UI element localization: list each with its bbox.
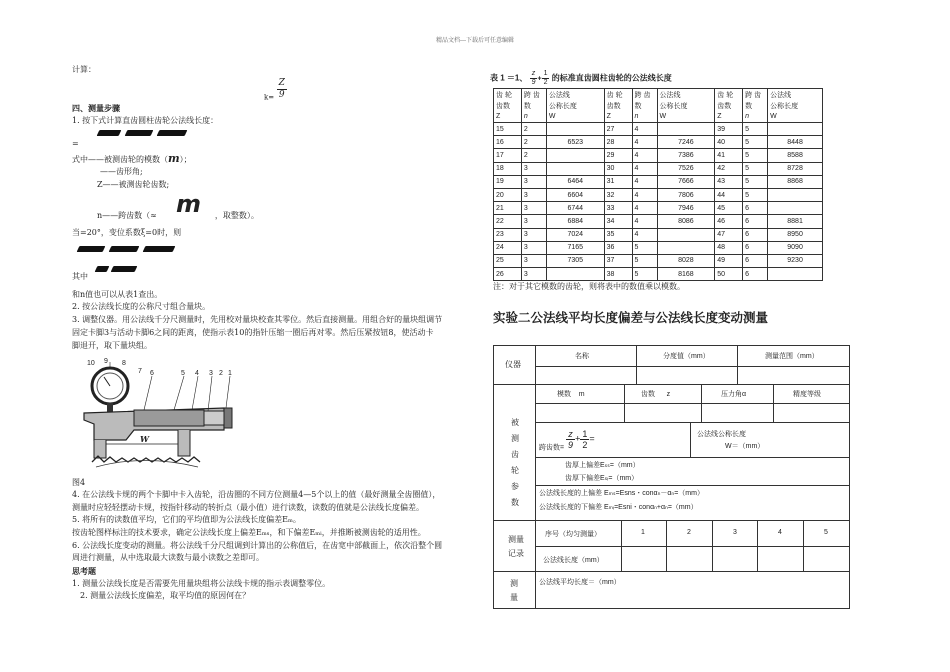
step-2: 2. 按公法线长度的公称尺寸组合量块。	[72, 302, 211, 311]
table-cell: 45	[715, 202, 743, 215]
table-cell: 46	[715, 215, 743, 228]
fig-label-1: 1	[228, 370, 232, 377]
table-cell: 47	[715, 228, 743, 241]
question-2: 2. 测量公法线长度偏差，取平均值的原因何在？	[80, 591, 251, 600]
span-den: 9	[568, 440, 574, 450]
fig-label-w: W	[140, 434, 149, 444]
table1-title-pre: 表 1 ＝1、	[490, 73, 528, 83]
table-cell: 8028	[657, 254, 715, 267]
table-cell: 6	[743, 202, 768, 215]
table-cell	[546, 268, 604, 281]
table-cell: 9090	[768, 241, 823, 254]
table-cell: 6	[743, 228, 768, 241]
teeth-text: 齿数	[641, 391, 655, 398]
exp2-title: 实验二公法线平均长度偏差与公法线长度变动测量	[493, 311, 769, 325]
table-row	[494, 175, 823, 188]
table1-title-post: 的标准直齿圆柱齿轮的公法线长度	[551, 73, 672, 83]
th2-w2: 公称长度	[657, 100, 715, 111]
w-length-label: 公法线长度（mm）	[543, 557, 604, 564]
table-cell: 44	[715, 188, 743, 201]
page-header: 精品文档---下载后可任意编辑	[435, 37, 515, 44]
where-module	[72, 153, 192, 166]
record-label: 测量记录	[508, 535, 524, 558]
table-cell: 8950	[768, 228, 823, 241]
pressure-angle-label: 压力角α	[721, 391, 747, 398]
table-cell: 3	[521, 254, 546, 267]
table-cell: 23	[494, 228, 522, 241]
th2-n1: 数	[521, 100, 546, 111]
table-cell: 35	[604, 228, 632, 241]
step-6b: 周进行测量，从中选取最大读数与最小读数之差即可。	[72, 553, 264, 562]
table-cell: 32	[604, 188, 632, 201]
table-cell: 8881	[768, 215, 823, 228]
table-row	[494, 228, 823, 241]
z-def: Z——被测齿轮齿数;	[97, 180, 170, 189]
table-cell: 4	[632, 228, 657, 241]
table-cell: 3	[521, 162, 546, 175]
table-cell: 4	[632, 175, 657, 188]
step-4b: 测量时应轻轻摆动卡规，按指针移动的转折点（最小值）进行读数，读数的值就是公法线长度偏差。	[72, 503, 424, 512]
table-cell: 21	[494, 202, 522, 215]
th2-w1: 公称长度	[546, 100, 604, 111]
fig-label-9: 9	[104, 358, 108, 365]
seq-2: 2	[687, 529, 691, 536]
table-cell: 38	[604, 268, 632, 281]
th-w2: 公法线	[657, 89, 715, 101]
th-z1: 齿 轮	[494, 89, 522, 101]
table-cell: 7024	[546, 228, 604, 241]
fig-label-5: 5	[181, 370, 185, 377]
table-cell: 7165	[546, 241, 604, 254]
span-den2: 2	[582, 440, 588, 450]
th-w1: 公法线	[546, 89, 604, 101]
table-cell	[657, 123, 715, 136]
table-cell: 7386	[657, 149, 715, 162]
table-cell: 17	[494, 149, 522, 162]
step-3b: 固定卡脚3与活动卡脚6之间的距离，使指示表10的指针压缩一圈后再对零。然后压紧按钮8，使活动卡	[72, 328, 434, 337]
avg-length-label: 公法线平均长度＝（mm）	[539, 579, 621, 586]
gear-table-body	[494, 123, 823, 281]
precision-label: 精度等级	[793, 391, 821, 398]
th3-w3: W	[768, 111, 823, 123]
table-cell: 4	[632, 202, 657, 215]
table-row	[494, 268, 823, 281]
thickness-lower-dev: 齿厚下偏差Eₛᵢ=（mm）	[565, 475, 639, 482]
span-num2: 1	[582, 429, 588, 439]
step-3a: 3. 调整仪器。用公法线千分尺测量时，先用校对量块校查其零位。然后直接测量。用组合好的量块组调节	[72, 315, 443, 324]
gear-table-header	[494, 89, 823, 123]
col-name: 名称	[575, 353, 589, 360]
table-cell: 48	[715, 241, 743, 254]
table-cell: 16	[494, 136, 522, 149]
table-cell: 15	[494, 123, 522, 136]
table-cell: 49	[715, 254, 743, 267]
n-def	[97, 210, 259, 222]
span-formula: 跨齿数= $\frac{z}{9}$ + $\frac{1}{2}$ =	[539, 429, 595, 452]
table-cell: 4	[632, 188, 657, 201]
table-cell: 3	[521, 228, 546, 241]
table-cell: 7305	[546, 254, 604, 267]
seq-label: 序号（均匀测量）	[545, 531, 601, 538]
measurement-form	[493, 345, 850, 609]
table-cell: 6464	[546, 175, 604, 188]
m-symbol-large: m	[176, 190, 202, 218]
fig-label-3: 3	[209, 370, 213, 377]
th3-z3: Z	[715, 111, 743, 123]
table-cell: 43	[715, 175, 743, 188]
th-n1: 跨 齿	[521, 89, 546, 101]
th-z3: 齿 轮	[715, 89, 743, 101]
thickness-upper-dev: 齿厚上偏差Eₛₛ=（mm）	[565, 462, 640, 469]
table-cell	[768, 268, 823, 281]
table-cell: 5	[743, 175, 768, 188]
table1-title-plus: +	[537, 75, 542, 83]
th-n2: 跨 齿	[632, 89, 657, 101]
table1-title	[490, 70, 672, 87]
table-cell: 2	[521, 123, 546, 136]
table-cell: 6744	[546, 202, 604, 215]
th3-w1: W	[546, 111, 604, 123]
table1-title-num: z	[530, 70, 538, 79]
table-cell: 8588	[768, 149, 823, 162]
table-cell: 4	[632, 162, 657, 175]
table-row	[494, 123, 823, 136]
table-cell: 5	[743, 162, 768, 175]
k-formula	[264, 78, 287, 104]
table-cell: 6884	[546, 215, 604, 228]
where-module-text: 式中——被测齿轮的模数（	[72, 155, 168, 164]
equals-sign: =	[72, 139, 79, 148]
table-cell: 7946	[657, 202, 715, 215]
step-1: 1. 按下式计算直齿圆柱齿轮公法线长度：	[72, 116, 219, 125]
table-cell: 30	[604, 162, 632, 175]
module-m-symbol: m	[168, 152, 180, 165]
th2-n2: 数	[632, 100, 657, 111]
formula-image-1	[98, 128, 190, 138]
th-w3: 公法线	[768, 89, 823, 101]
table-cell: 4	[632, 123, 657, 136]
nominal-length-label: 公法线公称长度	[697, 431, 746, 438]
th-n3: 跨 齿	[743, 89, 768, 101]
seq-1: 1	[641, 529, 645, 536]
table-cell	[768, 188, 823, 201]
table-cell: 8728	[768, 162, 823, 175]
table-cell: 7666	[657, 175, 715, 188]
table-cell: 6604	[546, 188, 604, 201]
teeth-symbol: z	[666, 391, 671, 398]
module-text: 模数	[557, 391, 571, 398]
fig-label-2: 2	[219, 370, 223, 377]
th3-w2: W	[657, 111, 715, 123]
span-frac2	[580, 429, 589, 450]
table-row	[494, 202, 823, 215]
table-cell: 7806	[657, 188, 715, 201]
table-cell: 36	[604, 241, 632, 254]
other-label: 其中	[72, 272, 88, 281]
table1-title-den: 9	[531, 79, 536, 86]
table-cell	[546, 149, 604, 162]
table-cell: 2	[521, 149, 546, 162]
formula-image-2	[78, 244, 178, 254]
alpha-def: ——齿形角;	[100, 167, 143, 176]
table-row	[494, 149, 823, 162]
wl-lower-dev: 公法线长度的下偏差 Eₘᵢ=Esni・conαₙ+αₙ=（mm）	[539, 504, 698, 511]
span-num: z	[566, 429, 575, 440]
seq-5: 5	[824, 529, 828, 536]
fig-label-10: 10	[87, 360, 95, 367]
table-row	[494, 162, 823, 175]
k-denominator: 9	[278, 90, 285, 100]
th2-w3: 公称长度	[768, 100, 823, 111]
table-cell: 6	[743, 215, 768, 228]
table-cell: 37	[604, 254, 632, 267]
n-def-b: ，取整数）。	[214, 211, 259, 220]
table-cell	[768, 202, 823, 215]
th3-n3: n	[743, 111, 768, 123]
table-cell	[546, 123, 604, 136]
table-cell: 9230	[768, 254, 823, 267]
table-cell: 8448	[768, 136, 823, 149]
table-cell: 5	[743, 188, 768, 201]
table-cell: 31	[604, 175, 632, 188]
step-3c: 脚退开，取下量块组。	[72, 341, 152, 350]
table-cell: 6	[743, 268, 768, 281]
section-4-title: 四、测量步骤	[72, 103, 120, 113]
table-row	[494, 136, 823, 149]
step-4a: 4. 在公法线卡规的两个卡脚中卡入齿轮，沿齿圈的不同方位测量4—5个以上的值（最好测量全齿圈值），	[72, 490, 441, 499]
table-row	[494, 215, 823, 228]
th2-z1: 齿数	[494, 100, 522, 111]
table-cell: 8868	[768, 175, 823, 188]
table-cell: 5	[743, 123, 768, 136]
k-numerator: Z	[278, 78, 285, 88]
table1-title-den2: 2	[543, 79, 548, 86]
table-cell: 22	[494, 215, 522, 228]
module-label	[557, 389, 585, 399]
table-cell	[657, 241, 715, 254]
table-cell: 8168	[657, 268, 715, 281]
table-row	[494, 188, 823, 201]
table-cell: 24	[494, 241, 522, 254]
table-cell: 5	[743, 149, 768, 162]
table-cell: 3	[521, 188, 546, 201]
seq-3: 3	[733, 529, 737, 536]
th-z2: 齿 轮	[604, 89, 632, 101]
step-5b: 按齿轮图样标注的技术要求，确定公法线长度上偏差Eₘₛ，和下偏差Eₘᵢ，并推断被测齿轮的适用性。	[72, 528, 426, 537]
table-cell: 7246	[657, 136, 715, 149]
formula-image-3	[96, 265, 142, 273]
th3-z1: Z	[494, 111, 522, 123]
wl-upper-dev: 公法线长度的上偏差 Eₘₛ=Esns・conαₙ－αₙ=（mm）	[539, 490, 704, 497]
module-symbol: m	[578, 391, 585, 398]
calc-label: 计算：	[72, 65, 96, 74]
col-scale: 分度值（mm）	[663, 353, 710, 360]
n-table-note: 和n值也可以从表1查出。	[72, 290, 163, 299]
fig-label-8: 8	[122, 360, 126, 367]
th2-n3: 数	[743, 100, 768, 111]
gear-table	[493, 88, 823, 281]
table-cell: 50	[715, 268, 743, 281]
teeth-label	[641, 389, 670, 399]
th2-z2: 齿数	[604, 100, 632, 111]
table-cell	[546, 162, 604, 175]
table-cell: 26	[494, 268, 522, 281]
table-cell: 34	[604, 215, 632, 228]
table-cell: 2	[521, 136, 546, 149]
condition-line: 当=20°，变位系数ξ=0时，则	[72, 228, 182, 237]
seq-4: 4	[778, 529, 782, 536]
table-cell: 3	[521, 215, 546, 228]
table-cell: 41	[715, 149, 743, 162]
table-cell: 6	[743, 241, 768, 254]
step-6a: 6. 公法线长度变动的测量。将公法线千分尺组调到计算出的公称值后，在齿宽中部截面上，依次沿整个圆	[72, 541, 443, 550]
question-1: 1. 测量公法线长度是否需要先用量块组将公法线卡规的指示表调整零位。	[72, 579, 331, 588]
gear-params-label: 被测齿轮参数	[511, 418, 519, 507]
table-cell: 7526	[657, 162, 715, 175]
table-cell: 29	[604, 149, 632, 162]
fig-label-6: 6	[150, 370, 154, 377]
table-cell: 18	[494, 162, 522, 175]
instrument-label: 仪器	[505, 360, 521, 369]
fig-label-4: 4	[195, 370, 199, 377]
table-row	[494, 241, 823, 254]
table-cell: 6523	[546, 136, 604, 149]
table-cell: 42	[715, 162, 743, 175]
th3-n2: n	[632, 111, 657, 123]
table1-note: 注：对于其它模数的齿轮，则将表中的数值乘以模数。	[493, 282, 685, 291]
measure-label: 测量	[510, 579, 518, 602]
table-cell: 5	[632, 241, 657, 254]
k-eq: k=	[264, 93, 275, 102]
th2-z3: 齿数	[715, 100, 743, 111]
table-cell: 4	[632, 215, 657, 228]
table-cell: 5	[743, 136, 768, 149]
figure-caption: 图4	[72, 478, 86, 487]
table-cell: 5	[632, 254, 657, 267]
table-cell: 3	[521, 268, 546, 281]
th3-n1: n	[521, 111, 546, 123]
fig-label-7: 7	[138, 368, 142, 375]
think-title: 思考题	[72, 566, 96, 576]
nominal-length-w: W＝（mm）	[725, 443, 765, 450]
table-cell: 6	[743, 254, 768, 267]
table-cell: 40	[715, 136, 743, 149]
figure-4-micrometer	[74, 358, 254, 473]
span-eq: =	[589, 433, 595, 444]
table-cell: 19	[494, 175, 522, 188]
table-cell: 5	[632, 268, 657, 281]
col-range: 测量范围（mm）	[765, 353, 819, 360]
table1-title-frac2	[542, 70, 550, 87]
table-cell: 27	[604, 123, 632, 136]
table-cell: 3	[521, 202, 546, 215]
span-frac1	[566, 429, 575, 450]
table-cell: 4	[632, 149, 657, 162]
table-cell	[657, 228, 715, 241]
span-label: 跨齿数=	[539, 444, 565, 452]
table-cell: 33	[604, 202, 632, 215]
th3-z2: Z	[604, 111, 632, 123]
table-cell: 3	[521, 175, 546, 188]
table-cell: 25	[494, 254, 522, 267]
n-def-a: n——跨齿数（≈	[97, 211, 157, 220]
table-cell: 39	[715, 123, 743, 136]
where-module-tail: ）；	[179, 155, 192, 164]
table-row	[494, 254, 823, 267]
table-cell: 4	[632, 136, 657, 149]
table1-title-num2: 1	[543, 70, 548, 77]
table-cell	[768, 123, 823, 136]
table-cell: 3	[521, 241, 546, 254]
table-cell: 8086	[657, 215, 715, 228]
table-cell: 20	[494, 188, 522, 201]
step-5: 5. 将所有的读数值平均，它们的平均值即为公法线长度偏差Eₘ。	[72, 515, 301, 524]
table-cell: 28	[604, 136, 632, 149]
k-fraction	[277, 78, 287, 101]
